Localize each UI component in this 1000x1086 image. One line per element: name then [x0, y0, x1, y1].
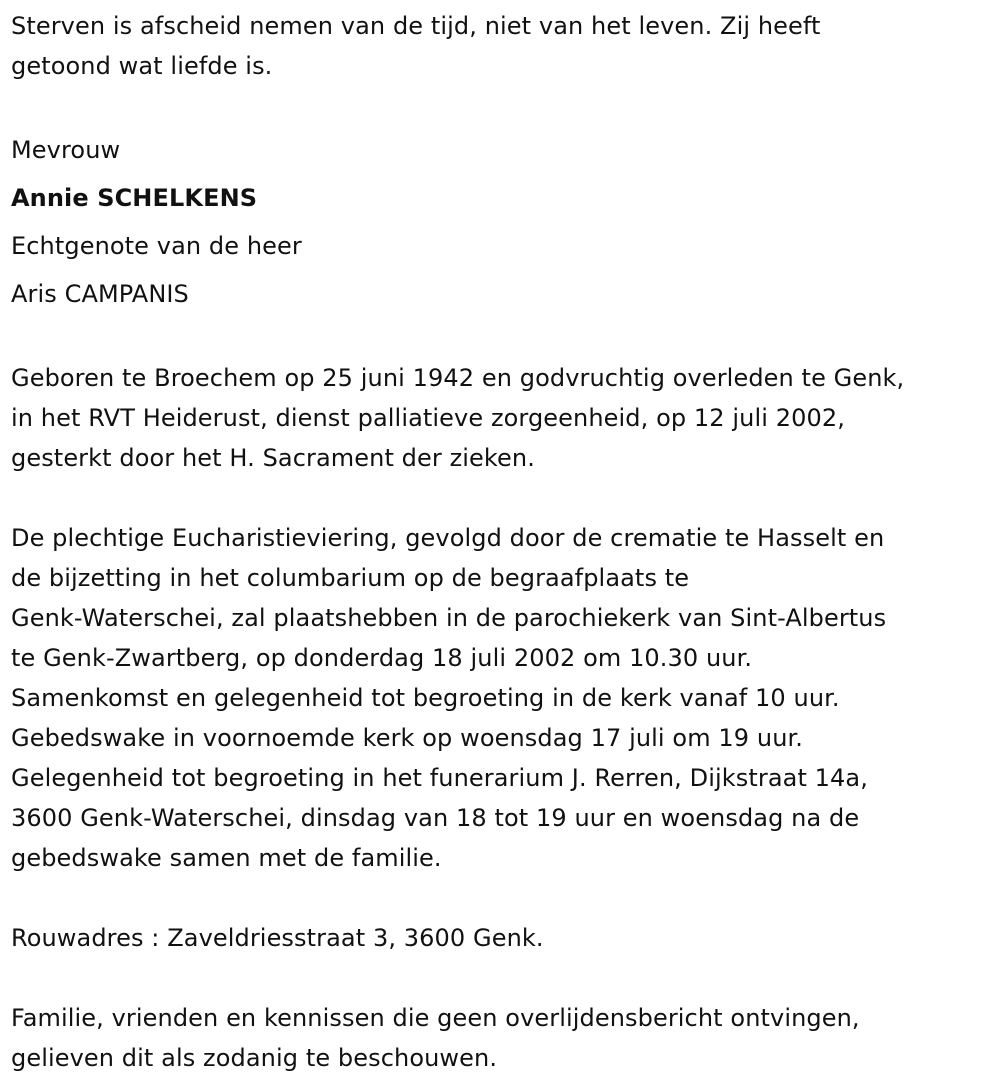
address-paragraph	[11, 918, 991, 958]
deceased-name: Annie SCHELKENS	[11, 184, 258, 212]
text-line: De plechtige Eucharistieviering, gevolgd door de crematie te Hasselt en	[11, 524, 885, 552]
text-line: Samenkomst en gelegenheid tot begroeting in de kerk vanaf 10 uur.	[11, 684, 840, 712]
deceased-spouse: Aris CAMPANIS	[11, 280, 189, 308]
ceremony-paragraph	[11, 518, 991, 878]
text-line: Genk-Waterschei, zal plaatshebben in de parochiekerk van Sint-Albertus	[11, 604, 887, 632]
spacer	[11, 878, 991, 918]
text-line: Familie, vrienden en kennissen die geen overlijdensbericht ontvingen,	[11, 1004, 860, 1032]
deceased-title: Mevrouw	[11, 136, 121, 164]
motto-line: getoond wat liefde is.	[11, 52, 273, 80]
spacer	[11, 318, 991, 358]
text-line: gebedswake samen met de familie.	[11, 844, 442, 872]
text-line: in het RVT Heiderust, dienst palliatieve zorgeenheid, op 12 juli 2002,	[11, 404, 845, 432]
text-line: Geboren te Broechem op 25 juni 1942 en godvruchtig overleden te Genk,	[11, 364, 905, 392]
deceased-relation: Echtgenote van de heer	[11, 232, 302, 260]
deceased-block	[11, 126, 991, 318]
text-line: Gebedswake in voornoemde kerk op woensdag 17 juli om 19 uur.	[11, 724, 803, 752]
text-line: 3600 Genk-Waterschei, dinsdag van 18 tot 19 uur en woensdag na de	[11, 804, 860, 832]
motto	[11, 6, 991, 86]
text-line: gelieven dit als zodanig te beschouwen.	[11, 1044, 498, 1072]
spacer	[11, 86, 991, 126]
mourning-address: Rouwadres : Zaveldriesstraat 3, 3600 Genk.	[11, 924, 544, 952]
closing-paragraph	[11, 998, 991, 1078]
text-line: de bijzetting in het columbarium op de begraafplaats te	[11, 564, 690, 592]
spacer	[11, 478, 991, 518]
motto-line: Sterven is afscheid nemen van de tijd, niet van het leven. Zij heeft	[11, 12, 821, 40]
spacer	[11, 958, 991, 998]
death-notice	[11, 6, 991, 1078]
text-line: te Genk-Zwartberg, op donderdag 18 juli 2002 om 10.30 uur.	[11, 644, 753, 672]
birth-death-paragraph	[11, 358, 991, 478]
text-line: Gelegenheid tot begroeting in het funerarium J. Rerren, Dijkstraat 14a,	[11, 764, 868, 792]
text-line: gesterkt door het H. Sacrament der zieken.	[11, 444, 535, 472]
